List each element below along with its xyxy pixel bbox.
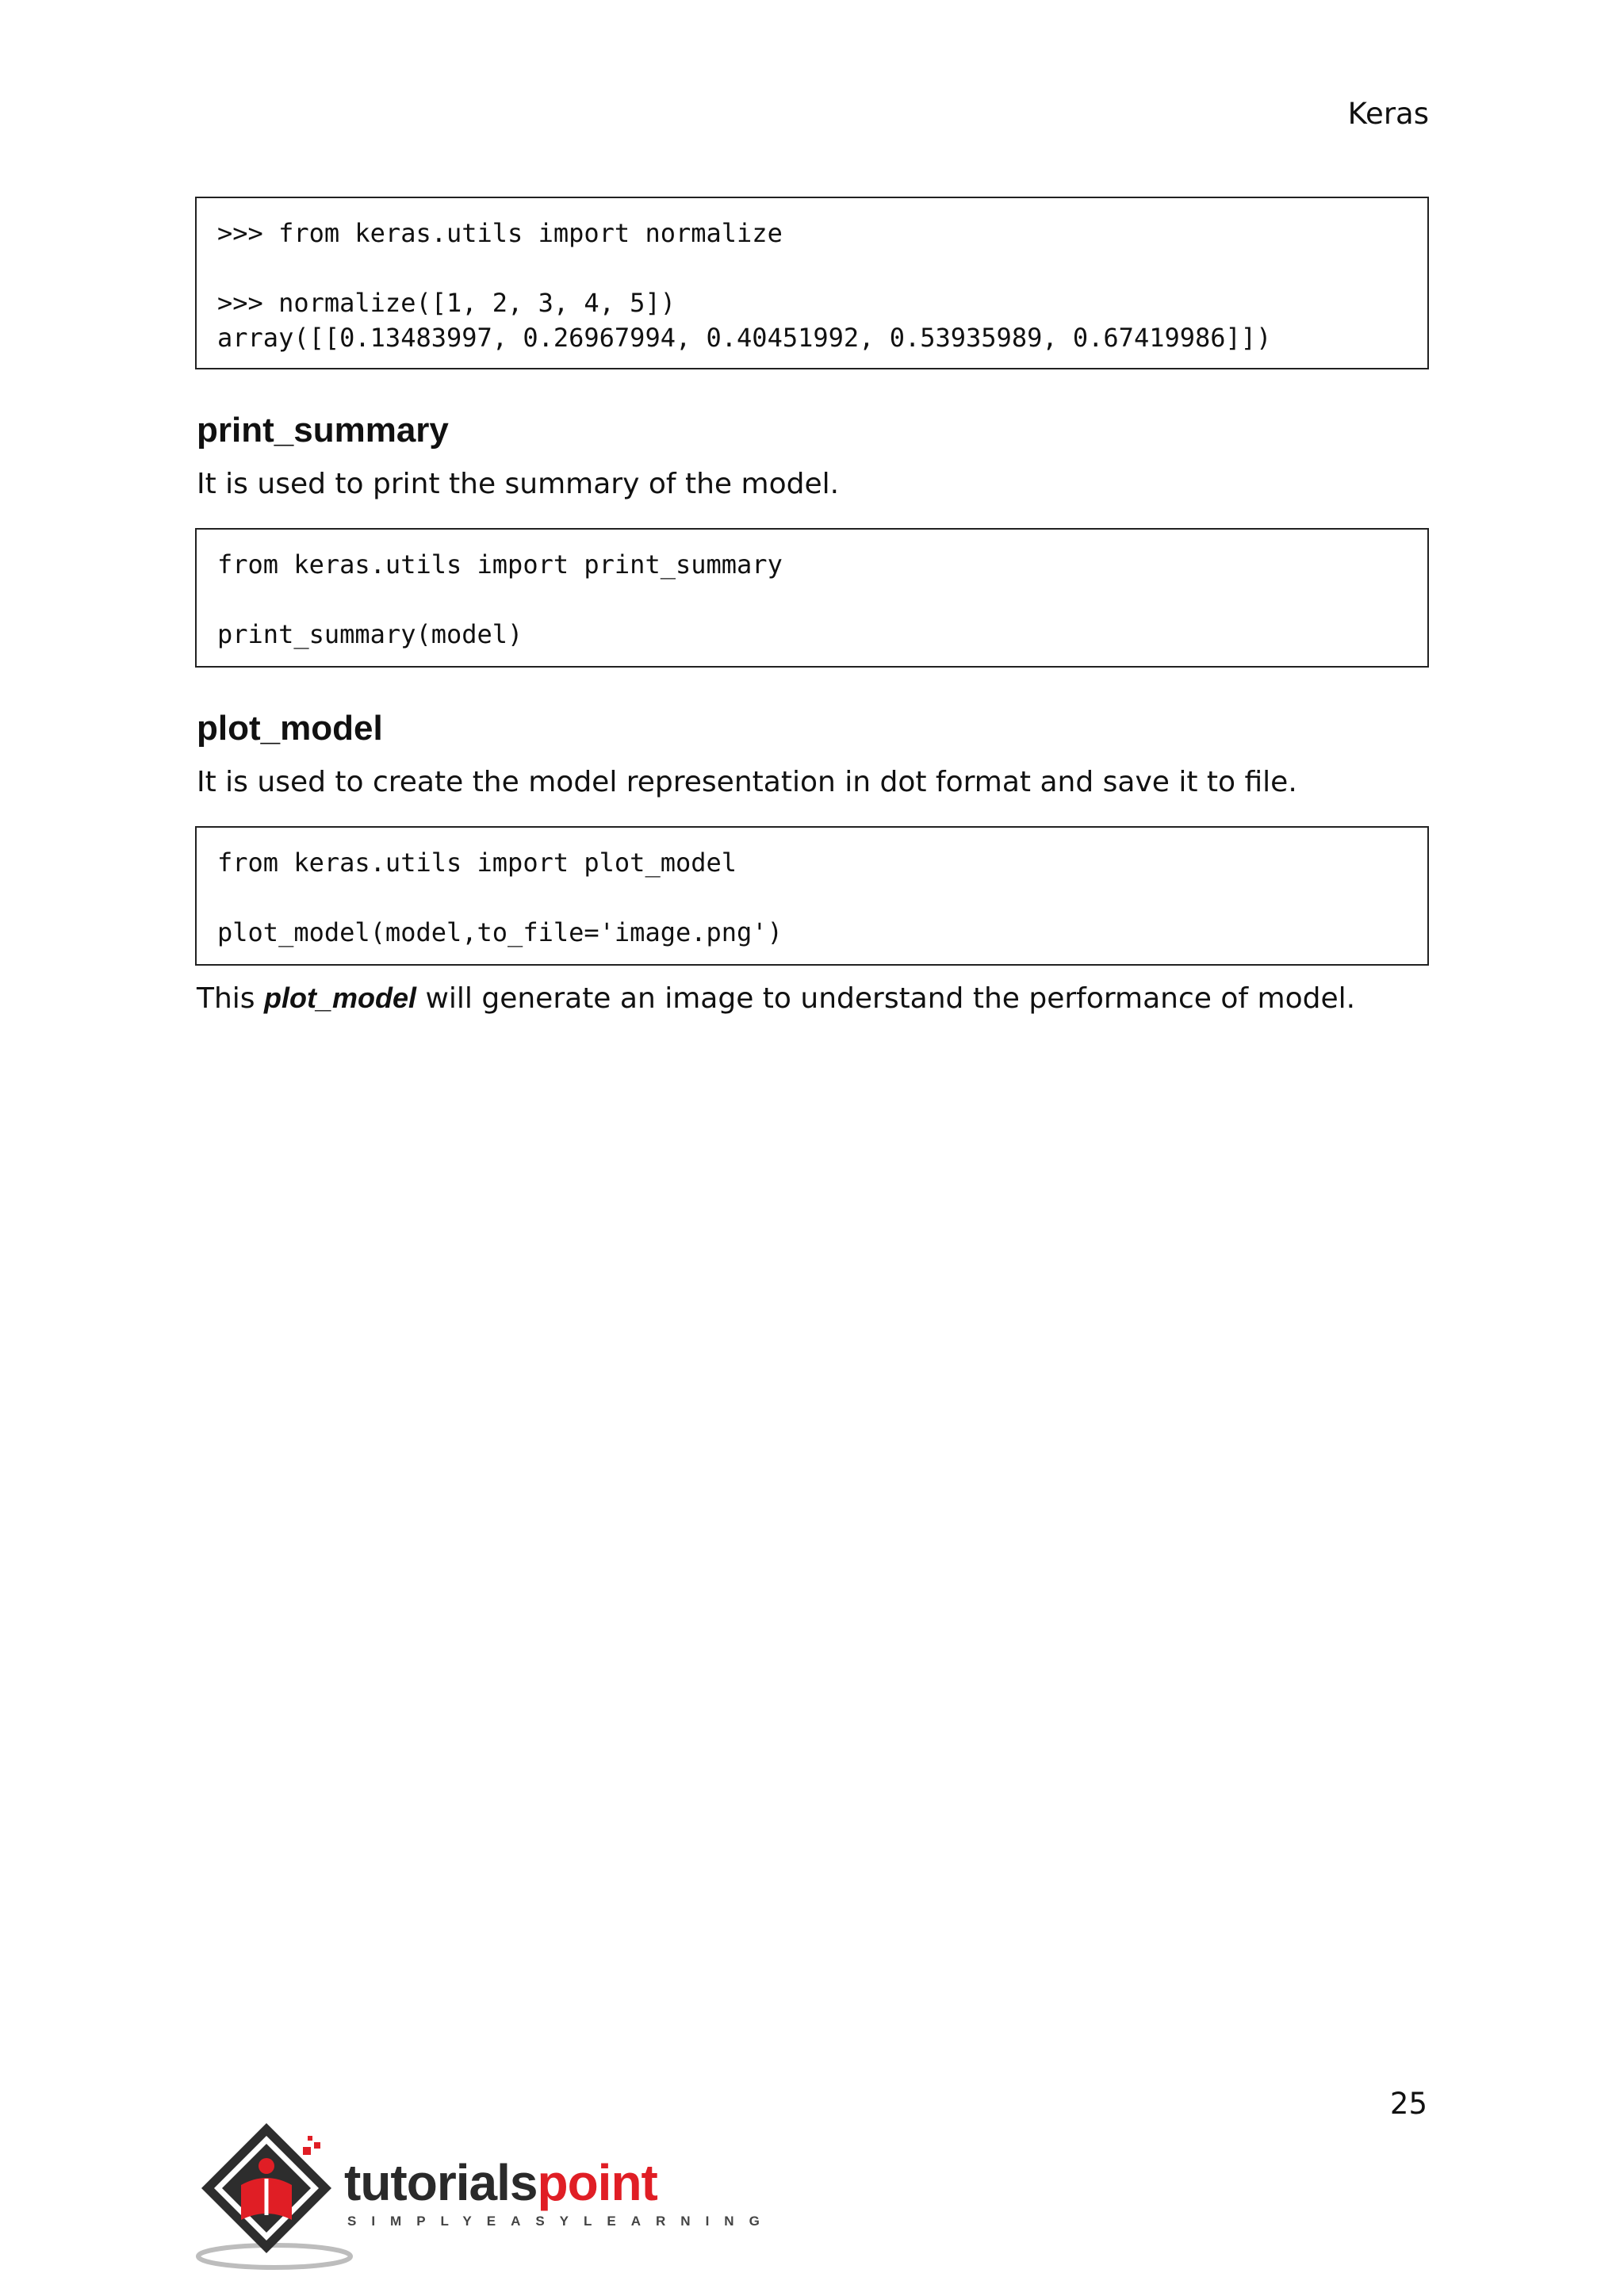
note-text-before: This — [197, 982, 265, 1015]
code-line: from keras.utils import plot_model — [217, 848, 737, 878]
section-description-plot-model: It is used to create the model representation in dot format and save it to file. — [197, 766, 1297, 798]
code-line: array([[0.13483997, 0.26967994, 0.40451992, 0.53935989, 0.67419986]]) — [217, 323, 1272, 353]
code-line-blank — [217, 251, 1407, 285]
code-line-blank — [217, 582, 1407, 617]
page-number: 25 — [1389, 2087, 1427, 2121]
note-text-after: will generate an image to understand the performance of model. — [416, 982, 1356, 1015]
logo-wordmark: tutorialspoint — [344, 2154, 657, 2211]
code-block-print-summary — [195, 528, 1429, 668]
section-heading-plot-model: plot_model — [197, 709, 383, 748]
note-term-plot-model: plot_model — [264, 982, 417, 1014]
section-description-print-summary: It is used to print the summary of the model. — [197, 468, 840, 500]
plot-model-note — [197, 982, 1355, 1015]
logo-tagline: SIMPLYEASYLEARNING — [347, 2214, 775, 2229]
code-line: >>> normalize([1, 2, 3, 4, 5]) — [217, 288, 676, 318]
section-heading-print-summary: print_summary — [197, 411, 449, 450]
page-header-title: Keras — [1347, 97, 1429, 131]
tutorialspoint-logo — [195, 2115, 775, 2274]
code-line: from keras.utils import print_summary — [217, 549, 783, 580]
code-line: >>> from keras.utils import normalize — [217, 218, 783, 248]
code-block-normalize — [195, 197, 1429, 369]
logo-emblem-icon — [195, 2115, 354, 2274]
code-line: plot_model(model,to_file='image.png') — [217, 917, 783, 947]
code-block-plot-model — [195, 826, 1429, 966]
code-line-blank — [217, 880, 1407, 915]
code-line: print_summary(model) — [217, 619, 523, 649]
